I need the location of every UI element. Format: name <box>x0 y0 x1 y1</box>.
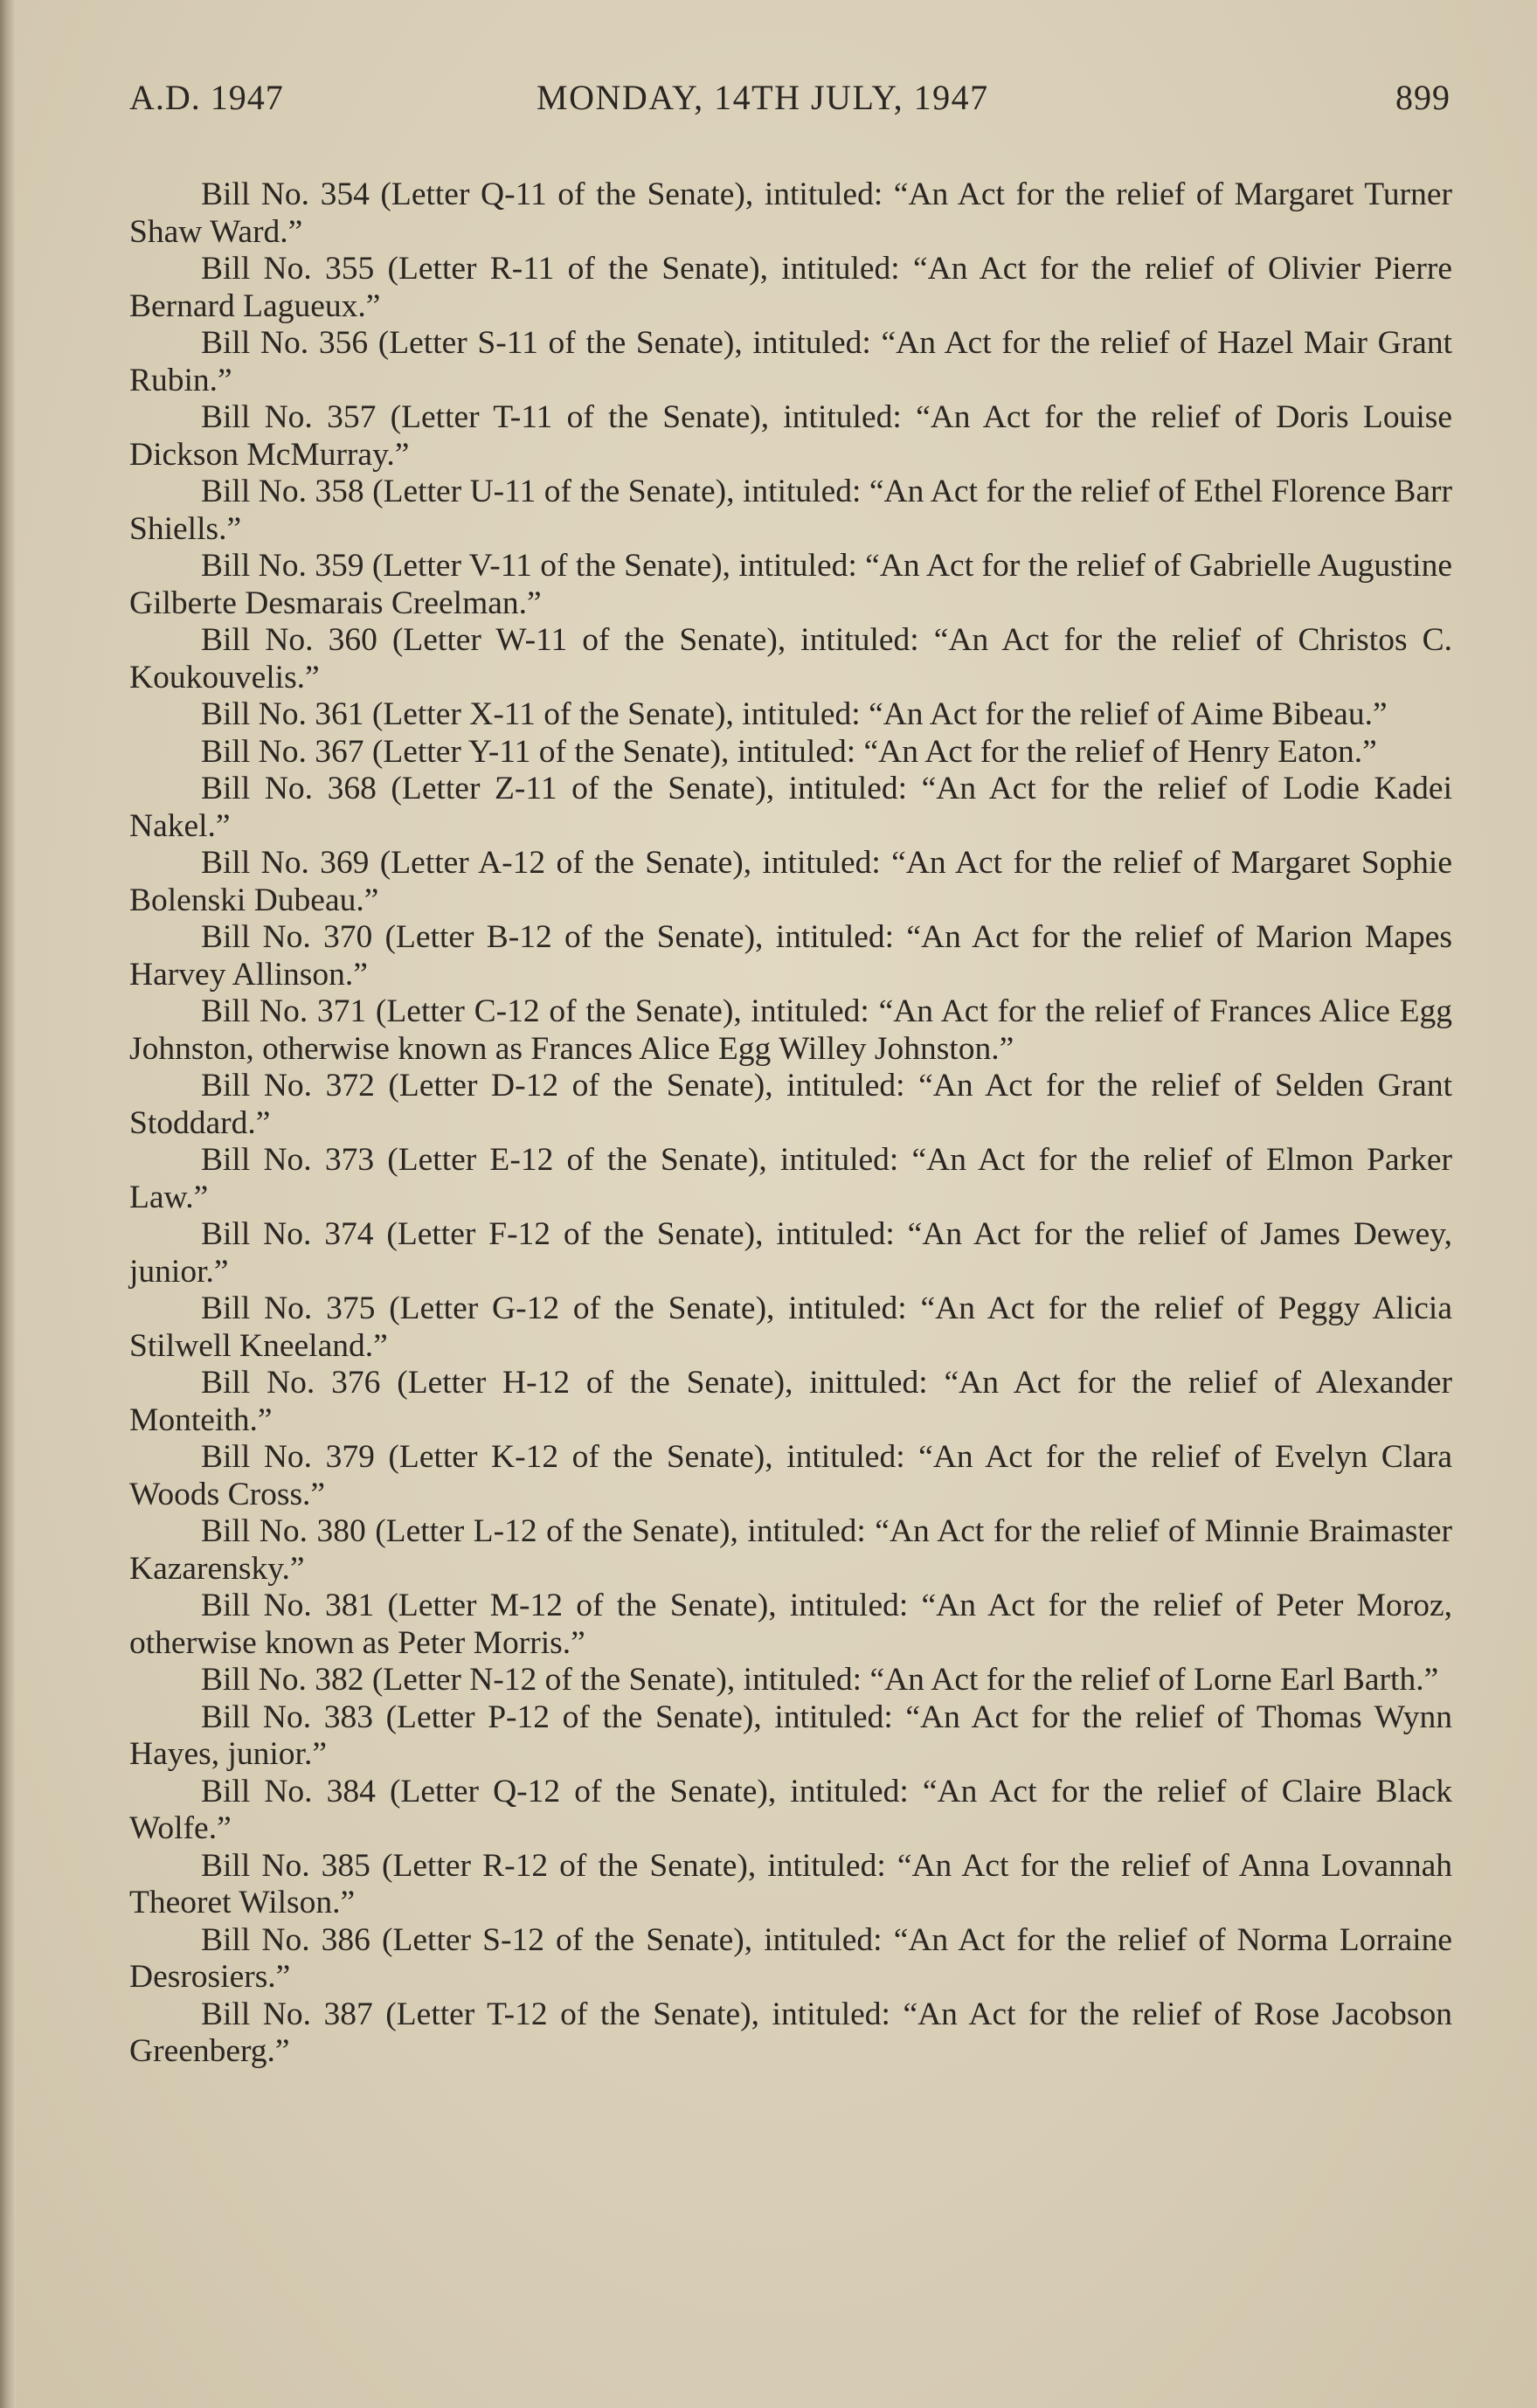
bill-entry: Bill No. 383 (Letter P-12 of the Senate), intituled: “An Act for the relief of Thomas Wynn Hayes, junior.” <box>129 1699 1452 1772</box>
bill-entry: Bill No. 372 (Letter D-12 of the Senate), intituled: “An Act for the relief of Selden Grant Stoddard.” <box>129 1068 1452 1141</box>
bill-entry: Bill No. 385 (Letter R-12 of the Senate), intituled: “An Act for the relief of Anna Lovannah Theoret Wilson.” <box>129 1847 1452 1920</box>
bill-entry: Bill No. 374 (Letter F-12 of the Senate), intituled: “An Act for the relief of James Dewey, junior.” <box>129 1216 1452 1290</box>
bill-entry: Bill No. 387 (Letter T-12 of the Senate), intituled: “An Act for the relief of Rose Jacobson Greenberg.” <box>129 1996 1452 2069</box>
bill-entry: Bill No. 384 (Letter Q-12 of the Senate), intituled: “An Act for the relief of Claire Black Wolfe.” <box>129 1773 1452 1846</box>
bill-entry: Bill No. 357 (Letter T-11 of the Senate), intituled: “An Act for the relief of Doris Louise Dickson McMurray.” <box>129 399 1452 473</box>
bill-entry: Bill No. 379 (Letter K-12 of the Senate), intituled: “An Act for the relief of Evelyn Clara Woods Cross.” <box>129 1439 1452 1512</box>
page-number: 899 <box>1395 78 1450 117</box>
bill-entry: Bill No. 381 (Letter M-12 of the Senate), intituled: “An Act for the relief of Peter Moroz, otherwise known as Peter Morris.” <box>129 1588 1452 1661</box>
bill-entry: Bill No. 354 (Letter Q-11 of the Senate), intituled: “An Act for the relief of Margaret Turner Shaw Ward.” <box>129 176 1452 250</box>
bill-entry: Bill No. 380 (Letter L-12 of the Senate), intituled: “An Act for the relief of Minnie Braimaster Kazarensky.” <box>129 1513 1452 1587</box>
bill-entry: Bill No. 356 (Letter S-11 of the Senate), intituled: “An Act for the relief of Hazel Mair Grant Rubin.” <box>129 325 1452 398</box>
header-date: MONDAY, 14TH JULY, 1947 <box>537 78 989 117</box>
bill-entry: Bill No. 369 (Letter A-12 of the Senate), intituled: “An Act for the relief of Margaret Sophie Bolenski Dubeau.” <box>129 845 1452 918</box>
bill-entry: Bill No. 386 (Letter S-12 of the Senate), intituled: “An Act for the relief of Norma Lorraine Desrosiers.” <box>129 1921 1452 1995</box>
bill-entry: Bill No. 358 (Letter U-11 of the Senate), intituled: “An Act for the relief of Ethel Florence Barr Shiells.” <box>129 474 1452 547</box>
bill-entry: Bill No. 373 (Letter E-12 of the Senate), intituled: “An Act for the relief of Elmon Parker Law.” <box>129 1142 1452 1215</box>
bill-entry: Bill No. 359 (Letter V-11 of the Senate), intituled: “An Act for the relief of Gabrielle Augustine Gilberte Desmarais Creelman.” <box>129 548 1452 621</box>
bill-entry: Bill No. 367 (Letter Y-11 of the Senate), intituled: “An Act for the relief of Henry Eaton.” <box>201 733 1377 770</box>
bill-entry: Bill No. 371 (Letter C-12 of the Senate), intituled: “An Act for the relief of Frances Alice Egg Johnston, otherwise known as Frances Alice Egg Willey Johnston.” <box>129 993 1452 1067</box>
bill-entry: Bill No. 375 (Letter G-12 of the Senate), intituled: “An Act for the relief of Peggy Alicia Stilwell Kneeland.” <box>129 1290 1452 1364</box>
bill-entry: Bill No. 355 (Letter R-11 of the Senate), intituled: “An Act for the relief of Olivier Pierre Bernard Lagueux.” <box>129 251 1452 324</box>
bill-entry: Bill No. 376 (Letter H-12 of the Senate), inittuled: “An Act for the relief of Alexander Monteith.” <box>129 1365 1452 1438</box>
header-year: A.D. 1947 <box>129 78 284 117</box>
bill-entry: Bill No. 368 (Letter Z-11 of the Senate), intituled: “An Act for the relief of Lodie Kadei Nakel.” <box>129 771 1452 844</box>
page-binding-edge <box>0 0 16 2408</box>
page-header <box>129 77 1450 129</box>
bill-entry: Bill No. 360 (Letter W-11 of the Senate), intituled: “An Act for the relief of Christos C. Koukouvelis.” <box>129 622 1452 695</box>
bill-entry: Bill No. 370 (Letter B-12 of the Senate), intituled: “An Act for the relief of Marion Mapes Harvey Allinson.” <box>129 919 1452 993</box>
bill-entry: Bill No. 382 (Letter N-12 of the Senate), intituled: “An Act for the relief of Lorne Earl Barth.” <box>201 1662 1439 1698</box>
bill-entries-list <box>129 176 1452 2071</box>
bill-entry: Bill No. 361 (Letter X-11 of the Senate), intituled: “An Act for the relief of Aime Bibeau.” <box>201 696 1388 732</box>
